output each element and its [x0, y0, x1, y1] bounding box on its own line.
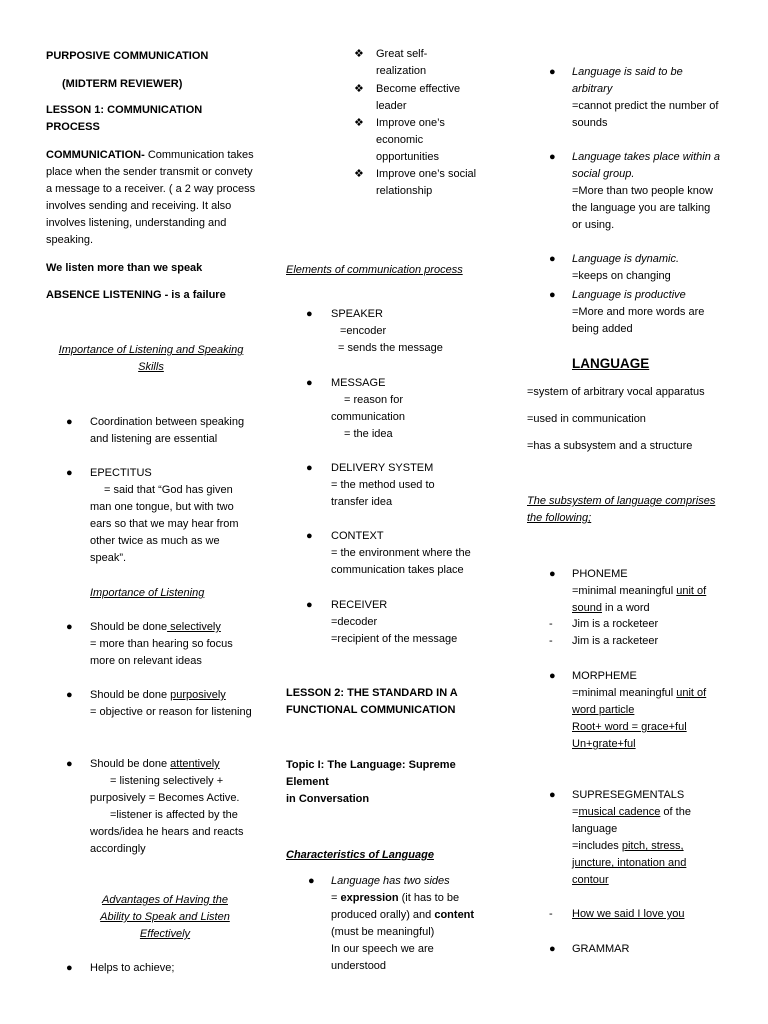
list-item-detail: =keeps on changing	[572, 270, 671, 282]
diamond-bullet-icon: ❖	[354, 117, 364, 129]
list-item	[527, 633, 727, 650]
language-def-1: =system of arbitrary vocal apparatus	[527, 386, 705, 398]
list-item	[354, 46, 464, 80]
list-item	[527, 149, 722, 234]
list-item	[286, 306, 486, 357]
bullet-dot-icon: ●	[549, 253, 556, 265]
list-item	[527, 787, 702, 889]
keyword-unit-of-sound: unit of sound	[572, 585, 707, 614]
list-item-detail: = the idea	[344, 428, 393, 440]
list-item	[46, 687, 256, 721]
list-item-detail: (must be meaningful)	[331, 926, 435, 938]
list-item	[527, 287, 722, 338]
list-item-detail: =	[572, 806, 579, 818]
list-item	[46, 465, 256, 567]
list-item-text: Improve one’s economic opportunities	[376, 117, 445, 163]
communication-term: COMMUNICATION-	[46, 149, 145, 161]
bullet-dot-icon: ●	[66, 416, 73, 428]
list-item-text: Helps to achieve;	[90, 962, 175, 974]
list-item-keyword: purposively	[170, 689, 226, 701]
list-item	[527, 566, 722, 617]
bullet-dot-icon: ●	[66, 689, 73, 701]
list-item-text: Should be done	[90, 689, 171, 701]
absence-listening	[46, 287, 256, 304]
list-item-text: Should be done	[90, 621, 168, 633]
list-item-text: CONTEXT	[331, 530, 384, 542]
list-item-text: SUPRESEGMENTALS	[572, 789, 685, 801]
list-item-text: SPEAKER	[331, 308, 383, 320]
list-item	[527, 64, 722, 132]
list-item-text: GRAMMAR	[572, 943, 630, 955]
bullet-dot-icon: ●	[66, 467, 73, 479]
list-item	[46, 414, 256, 448]
list-item-detail: =minimal meaningful	[572, 585, 677, 597]
lesson1-heading: LESSON 1: COMMUNICATION PROCESS	[46, 104, 203, 133]
list-item-text: Jim is a racketeer	[572, 635, 659, 647]
language-def-2: =used in communication	[527, 413, 646, 425]
list-item-detail: = sends the message	[338, 342, 443, 354]
list-item-detail: =recipient of the message	[331, 633, 458, 645]
list-item-detail: = the method used to transfer idea	[331, 479, 435, 508]
list-item-keyword: attentively	[170, 758, 220, 770]
list-item-keyword: selectively	[167, 621, 221, 633]
list-item-text: PHONEME	[572, 568, 628, 580]
importance-listening-heading: Importance of Listening	[90, 587, 205, 599]
list-item-detail: = said that “God has given man one tongue, but with two ears so that we may hear from other twice as much as we speak”.	[90, 484, 239, 564]
communication-text: Communication takes place when the sender transmit or convety a message to a receiver. ( a 2 way process involves sending and receiving. It also involves listening, understanding and speaking.	[46, 149, 256, 246]
list-item-text: Language is said to be arbitrary	[572, 66, 683, 95]
list-item	[46, 756, 256, 858]
list-item-detail: of the language	[572, 806, 691, 835]
communication-definition	[46, 147, 256, 249]
list-item-detail: =decoder	[331, 616, 378, 628]
bullet-dot-icon: ●	[308, 875, 315, 887]
bullet-dot-icon: ●	[66, 621, 73, 633]
list-item	[286, 597, 486, 648]
list-item-text: Language is productive	[572, 289, 686, 301]
doc-title: PURPOSIVE COMMUNICATION	[46, 50, 209, 62]
list-item	[527, 251, 722, 285]
list-item-detail: =cannot predict the number of sounds	[572, 100, 719, 129]
list-item-detail: in a word	[601, 602, 650, 614]
list-item-detail: =More and more words are being added	[572, 306, 705, 335]
list-item	[527, 941, 727, 958]
bullet-dot-icon: ●	[549, 568, 556, 580]
absence-term: ABSENCE LISTENING -	[46, 289, 169, 301]
list-item-detail: Root+ word = grace+ful	[572, 721, 687, 733]
diamond-bullet-icon: ❖	[354, 83, 364, 95]
keyword-expression: expression	[340, 892, 399, 904]
characteristics-heading: Characteristics of Language	[286, 849, 434, 861]
topic1-heading: Topic I: The Language: Supreme Element	[286, 759, 456, 788]
bullet-dot-icon: ●	[306, 599, 313, 611]
lesson2-heading: LESSON 2: THE STANDARD IN A FUNCTIONAL COMMUNICATION	[286, 687, 458, 716]
list-item-detail: Un+grate+ful	[572, 738, 636, 750]
bullet-dot-icon: ●	[549, 289, 556, 301]
list-item-text: Improve one’s social relationship	[376, 168, 477, 197]
list-item-text: Language is dynamic.	[572, 253, 680, 265]
dash-bullet-icon: -	[549, 618, 553, 630]
list-item-text: MESSAGE	[331, 377, 386, 389]
list-item-text: Should be done	[90, 758, 171, 770]
diamond-bullet-icon: ❖	[354, 48, 364, 60]
keyword-musical-cadence: musical cadence	[578, 806, 661, 818]
keyword-unit-of-word-particle: unit of word particle	[572, 687, 707, 716]
subsystem-heading: The subsystem of language comprises the following;	[527, 495, 716, 524]
list-item	[527, 616, 727, 633]
bullet-dot-icon: ●	[66, 962, 73, 974]
importance-listening-speaking-heading: Importance of Listening and Speaking Skills	[58, 344, 244, 373]
list-item-detail: (it has to be produced orally) and	[331, 892, 460, 921]
list-item	[354, 81, 464, 115]
list-item	[354, 115, 464, 166]
list-item	[527, 668, 722, 753]
bullet-dot-icon: ●	[306, 530, 313, 542]
list-item	[46, 960, 256, 977]
topic1-heading-cont: in Conversation	[286, 793, 370, 805]
elements-heading: Elements of communication process	[286, 264, 463, 276]
list-item-text: Coordination between speaking and listening are essential	[90, 416, 245, 445]
list-item-text: Language takes place within a social group.	[572, 151, 720, 180]
list-item-detail: = objective or reason for listening	[90, 706, 252, 718]
language-def-3: =has a subsystem and a structure	[527, 440, 693, 452]
bullet-dot-icon: ●	[306, 377, 313, 389]
list-item-detail: =listener is affected by the words/idea he hears and reacts accordingly	[90, 809, 244, 855]
list-item	[286, 375, 486, 443]
bullet-dot-icon: ●	[306, 462, 313, 474]
dash-bullet-icon: -	[549, 635, 553, 647]
list-item-text: Language has two sides	[331, 875, 450, 887]
bullet-dot-icon: ●	[306, 308, 313, 320]
list-item-text: Great self-realization	[376, 48, 428, 77]
list-item-text: How we said I love you	[572, 908, 685, 920]
keyword-pitch-stress: pitch, stress, juncture, intonation and contour	[572, 840, 687, 886]
list-item-text: EPECTITUS	[90, 467, 152, 479]
list-item-detail: =includes	[572, 840, 622, 852]
list-item-detail: communication	[331, 411, 405, 423]
dash-bullet-icon: -	[549, 908, 553, 920]
list-item	[354, 166, 479, 200]
listen-more-line: We listen more than we speak	[46, 262, 203, 274]
keyword-content: content	[434, 909, 475, 921]
list-item-detail: = reason for	[344, 394, 404, 406]
diamond-bullet-icon: ❖	[354, 168, 364, 180]
list-item-text: DELIVERY SYSTEM	[331, 462, 434, 474]
list-item-text: RECEIVER	[331, 599, 388, 611]
list-item-text: Jim is a rocketeer	[572, 618, 659, 630]
list-item-text: MORPHEME	[572, 670, 637, 682]
list-item	[286, 460, 466, 511]
bullet-dot-icon: ●	[549, 789, 556, 801]
language-heading: LANGUAGE	[572, 356, 650, 371]
list-item-detail: = the environment where the communication takes place	[331, 547, 471, 576]
list-item-detail: =minimal meaningful	[572, 687, 677, 699]
bullet-dot-icon: ●	[549, 943, 556, 955]
list-item-detail: =More than two people know the language you are talking or using.	[572, 185, 713, 231]
list-item-detail: =	[331, 892, 341, 904]
list-item-text: Become effective leader	[376, 83, 461, 112]
absence-text: is a failure	[168, 289, 226, 301]
bullet-dot-icon: ●	[549, 66, 556, 78]
list-item	[286, 528, 486, 579]
list-item-detail: = more than hearing so focus more on relevant ideas	[90, 638, 233, 667]
list-item-detail: In our speech we are understood	[331, 943, 434, 972]
bullet-dot-icon: ●	[66, 758, 73, 770]
list-item-detail: =encoder	[340, 325, 387, 337]
bullet-dot-icon: ●	[549, 670, 556, 682]
advantages-heading: Advantages of Having the Ability to Speak and Listen Effectively	[100, 894, 230, 940]
list-item-detail: = listening selectively + purposively = Becomes Active.	[90, 775, 240, 804]
bullet-dot-icon: ●	[549, 151, 556, 163]
doc-subtitle: (MIDTERM REVIEWER)	[62, 78, 183, 90]
list-item	[46, 619, 256, 670]
list-item	[286, 873, 486, 975]
list-item	[527, 906, 727, 923]
